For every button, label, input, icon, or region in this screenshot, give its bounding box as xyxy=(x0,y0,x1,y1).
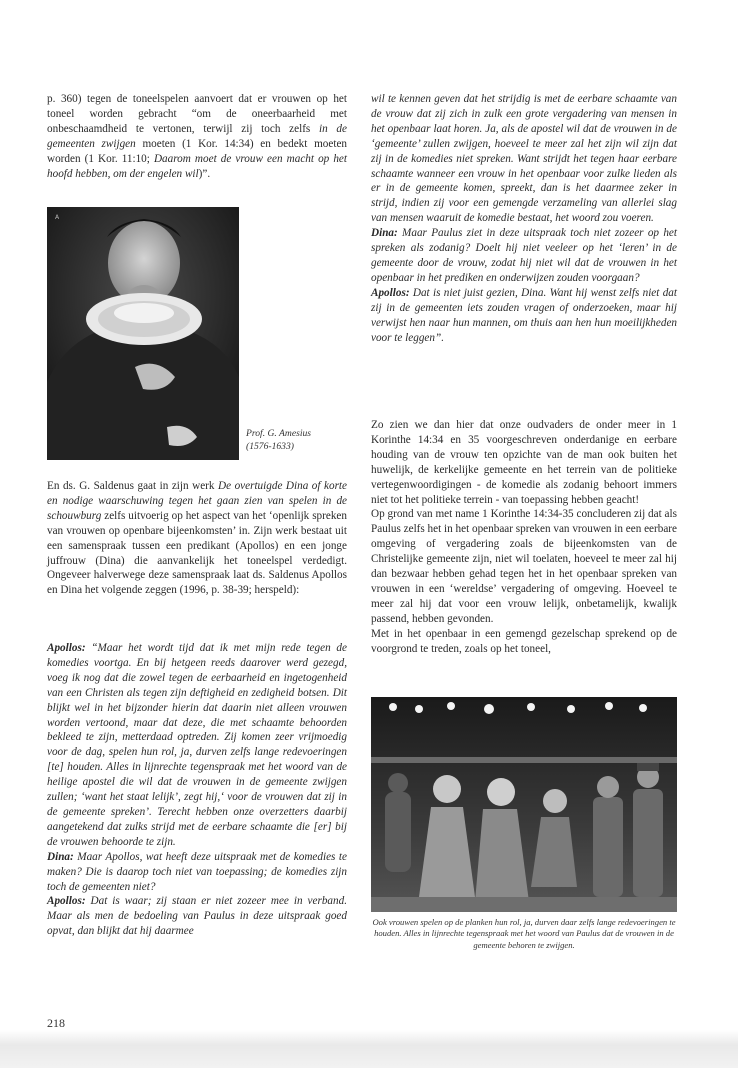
dialogue-line: wil te kennen geven dat het strijdig is met de eerbare schaamte van de vrouw dat zij zich in zulk een grote vergadering van mensen in het openbaar laat horen. Ja, als de apostel wil dat de vrouwen in de ‘gemeente’ zullen zwijgen, hoeveel te meer zal het zijn wil zijn dat zij in de komedies niet spreken. Want strijdt het tegen haar eerbare schaamte wanneer een vrouw in het openbaar voor zulke lieden als er in de gemeente komen, spreekt, dan is het daarmee zeker in strijd, indien zij voor een gemengde verzameling van allerlei slag van mensen waaruit de komedie bestaat, het woord zou voeren. xyxy=(371,93,677,225)
paragraph: Zo zien we dan hier dat onze oudvaders de onder meer in 1 Korinthe 14:34 en 35 voorgeschreven onderdanige en eerbare houding van de vrouw ten opzichte van de man ook buiten het huwelijk, de kerkelijke gemeente en het terrein van de politieke vertegenwoordigingen - de komedie als zodanig behoort immers niet tot het politieke terrein - van toepassing hebben geacht! xyxy=(371,419,677,506)
right-body-text xyxy=(371,418,677,657)
stage-performance-photo xyxy=(371,697,677,912)
stage-illustration xyxy=(371,697,677,912)
page-number: 218 xyxy=(47,1016,65,1030)
paragraph: En ds. G. Saldenus gaat in zijn werk De overtuigde Dina of korte en nodige waarschuwing tegen het gaan zien van spelen in de schouwburg zelfs uitvoerig op het aspect van het ‘openlijk spreken van vrouwen op openbare bijeenkomsten’ in. Zijn werk bestaat uit een samenspraak tussen een predikant (Apollos) en een jonge juffrouw (Dina) die aanvankelijk het toneelspel verdedigt. Ongeveer halverwege deze samenspraak laat ds. Saldenus Apollos en Dina het volgende zeggen (1996, p. 38-39; herspeld): xyxy=(47,480,348,597)
dialogue-line: Apollos: Dat is waar; zij staan er niet zozeer mee in verband. Maar als men de bedoeling van Paulus in deze uitspraak goed opvat, dan blijkt dat hij daarmee xyxy=(47,895,347,938)
caption-years: (1576-1633) xyxy=(246,440,294,452)
scan-bottom-edge xyxy=(0,1030,738,1068)
photo-caption: Ook vrouwen spelen op de planken hun rol, ja, durven daar zelfs lange redevoeringen te houden. Alles in lijnrechte tegenspraak met het woord van Paulus dat de vrouwen in de gemeente behoren te zwijgen. xyxy=(372,917,676,950)
dialogue-line: Apollos: “Maar het wordt tijd dat ik met mijn rede tegen de komedies voortga. En bij hetgeen reeds daarover werd gezegd, voeg ik nog dat die zowel tegen de eerbaarheid en ingetogenheid van een Christen als tegen zijn deftigheid en zedigheid botsen. Dit blijkt wel in het bijzonder hierin dat daarin niet alleen vrouwen worden vertoond, maar dat deze, die met schaamte behoorden bekleed te zijn, metterdaad optreden. Zij komen zeer vrijmoedig voor de dag, spelen hun rol, ja, durven zelfs lange redevoeringen [te] houden. Alles in lijnrechte tegenspraak met het woord van de heilige apostel die wil dat de vrouwen in de gemeente zwijgen zullen; ‘want het staat lelijk’, zegt hij,‘ voor de vrouwen dat zij in de gemeente spreken’. Terecht hebben onze overzetters daarbij aangetekend dat zulks strijd met de eerbare schaamte die [er] bij de vrouwen behoorde te zijn. xyxy=(47,642,347,848)
portrait-caption xyxy=(246,428,346,453)
svg-text:A: A xyxy=(55,214,60,221)
paragraph: p. 360) tegen de toneelspelen aanvoert dat er vrouwen op het toneel worden gebracht “om de oneerbaarheid met onbeschaamdheid te vertonen, terwijl zij toch zelfs in de gemeenten zwijgen moeten (1 Kor. 14:34) en bedekt moeten worden (1 Kor. 11:10; Daarom moet de vrouw een macht op het hoofd hebben, om der engelen wil)”. xyxy=(47,93,348,180)
portrait-illustration xyxy=(47,207,239,460)
left-dialogue xyxy=(47,641,347,939)
dialogue-line: Apollos: Dat is niet juist gezien, Dina. Want hij wenst zelfs niet dat zij in de gemeenten iets zouden vragen of onderzoeken, maar hij verwijst hen naar hun mannen, om thuis aan hen hun moeilijkheden voor te leggen”. xyxy=(371,286,677,344)
paragraph: Met in het openbaar in een gemengd gezelschap sprekend op de voorgrond te treden, zoals op het toneel, xyxy=(371,627,677,655)
left-saldenus-paragraph xyxy=(47,479,347,598)
paragraph: Op grond van met name 1 Korinthe 14:34-35 concluderen zij dat als Paulus zelfs het in het openbaar spreken van vrouwen in een eerbare omgeving of vergadering zoals de bijeenkomsten van de Christelijke gemeente zijn, niet wil toelaten, hoeveel te meer zal hij dan bezwaar hebben gehad tegen het in het openbaar spreken van vrouwen in een ‘wereldse’ vergadering of omgeving. Hoeveel te meer zal hij dat voor een vrouw lelijk, onbetamelijk, kwalijk passend, hebben gevonden. xyxy=(371,508,677,625)
caption-name: Prof. G. Amesius xyxy=(246,428,312,439)
dialogue-line: Dina: Maar Apollos, wat heeft deze uitspraak met de komedies te maken? Die is daarop toch niet van toepassing; de komedies zijn toch de gemeenten niet? xyxy=(47,850,347,893)
left-intro-paragraph xyxy=(47,92,347,181)
dialogue-line: Dina: Maar Paulus ziet in deze uitspraak toch niet zozeer op het spreken als zodanig? Doelt hij niet veeleer op het ‘leren’ in de gemeente door de vrouw, zodat hij niet wil dat de vrouwen in het openbaar in het prediken en onderwijzen zouden voorgaan? xyxy=(371,227,677,284)
right-dialogue xyxy=(371,92,677,345)
portrait-amesius-image xyxy=(47,207,239,460)
